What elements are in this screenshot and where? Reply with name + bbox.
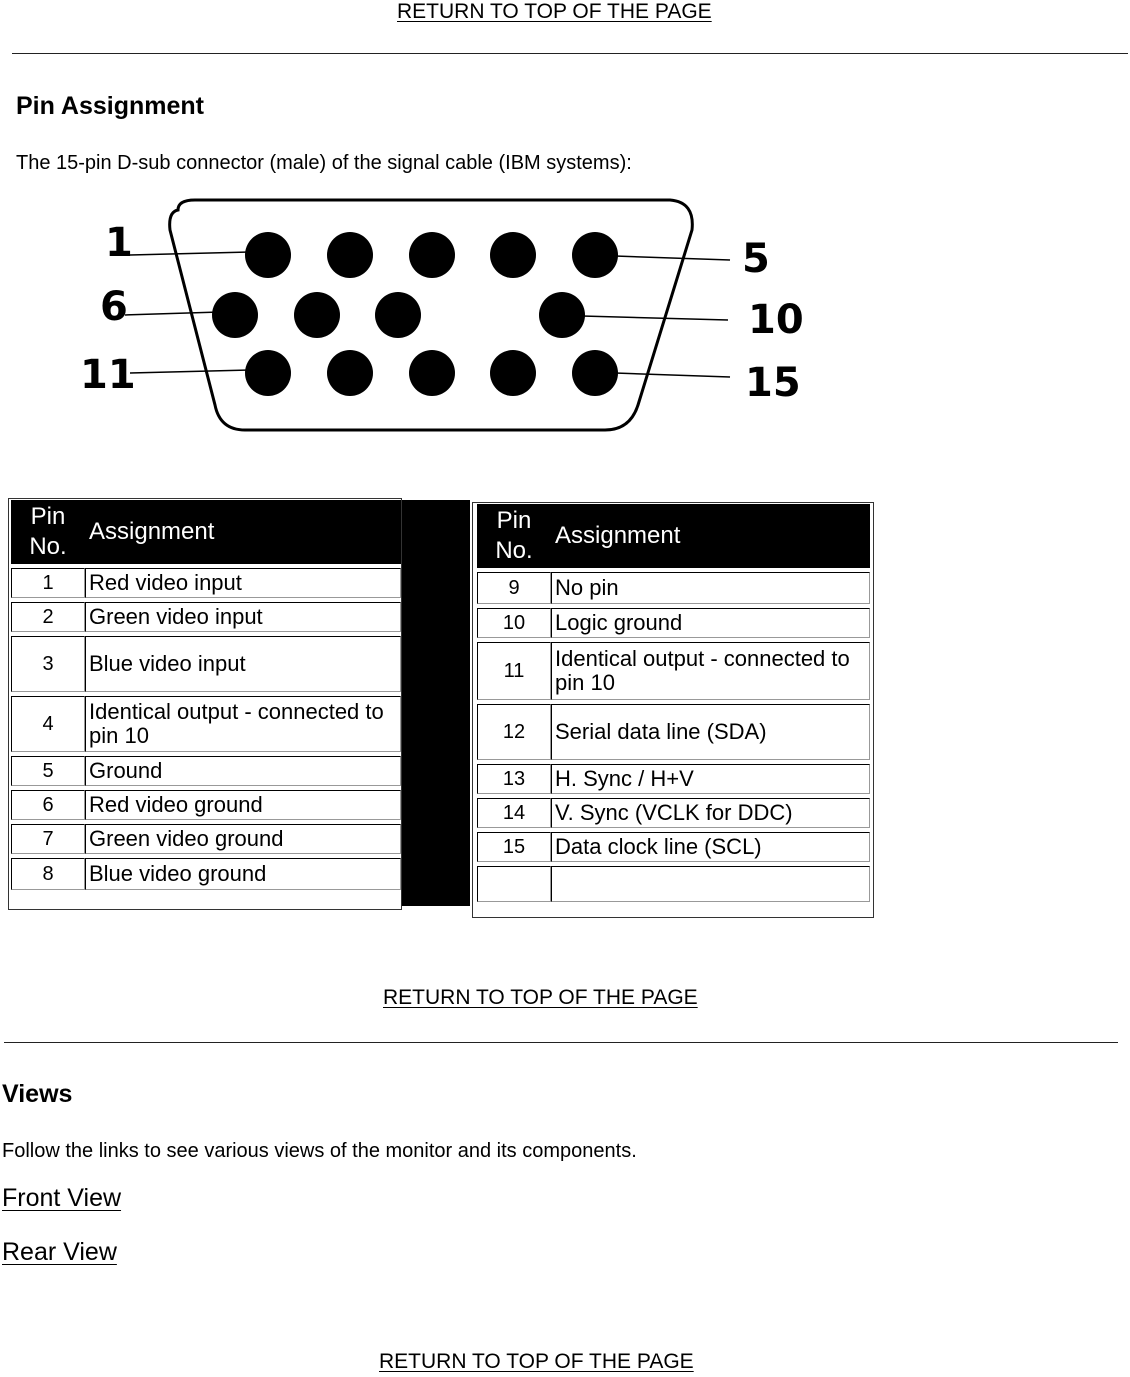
table-row bbox=[11, 636, 401, 692]
pin-assignment-cell: Green video input bbox=[85, 602, 401, 632]
return-to-top-link[interactable]: RETURN TO TOP OF THE PAGE bbox=[379, 1350, 694, 1373]
pin-number-cell: 4 bbox=[11, 696, 85, 752]
return-to-top-link[interactable]: RETURN TO TOP OF THE PAGE bbox=[383, 986, 698, 1009]
leader-line bbox=[130, 252, 250, 255]
pin-assignment-cell: Identical output - connected to pin 10 bbox=[551, 642, 870, 700]
table-row bbox=[477, 572, 870, 604]
connector-pin bbox=[572, 232, 618, 278]
leader-line bbox=[125, 312, 220, 315]
pin-no-header: Pin No. bbox=[477, 504, 551, 568]
assignment-header: Assignment bbox=[85, 500, 401, 564]
leader-line bbox=[615, 373, 730, 377]
pin-number-cell: 11 bbox=[477, 642, 551, 700]
pin-table-right bbox=[477, 504, 870, 902]
connector-pin bbox=[245, 350, 291, 396]
pin-section-description: The 15-pin D-sub connector (male) of the signal cable (IBM systems): bbox=[16, 152, 632, 174]
section-title-pin-assignment: Pin Assignment bbox=[16, 92, 204, 120]
pin-number-cell: 3 bbox=[11, 636, 85, 692]
table-row bbox=[11, 858, 401, 890]
table-row bbox=[477, 832, 870, 862]
table-row bbox=[477, 642, 870, 700]
pin-assignment-cell: H. Sync / H+V bbox=[551, 764, 870, 794]
table-row bbox=[477, 704, 870, 760]
pin-label-10: 10 bbox=[748, 297, 804, 343]
connector-pin bbox=[572, 350, 618, 396]
table-row bbox=[11, 696, 401, 752]
pin-label-11: 11 bbox=[80, 352, 136, 398]
table-row bbox=[11, 756, 401, 786]
table-row bbox=[11, 824, 401, 854]
pin-number-cell: 1 bbox=[11, 568, 85, 598]
pin-number-cell: 10 bbox=[477, 608, 551, 638]
pin-number-cell: 14 bbox=[477, 798, 551, 828]
leader-line bbox=[130, 370, 250, 373]
connector-pin bbox=[490, 232, 536, 278]
dsub-connector-diagram bbox=[70, 190, 830, 450]
leader-line bbox=[615, 256, 730, 260]
table-separator-bar bbox=[402, 500, 470, 906]
pin-number-cell: 2 bbox=[11, 602, 85, 632]
connector-pin bbox=[327, 350, 373, 396]
pin-number-cell: 9 bbox=[477, 572, 551, 604]
connector-pin bbox=[409, 350, 455, 396]
pin-number-cell: 12 bbox=[477, 704, 551, 760]
pin-assignment-cell: Identical output - connected to pin 10 bbox=[85, 696, 401, 752]
pin-assignment-cell: Green video ground bbox=[85, 824, 401, 854]
pin-assignment-cell: Red video input bbox=[85, 568, 401, 598]
divider bbox=[12, 53, 1128, 54]
pin-number-cell: 5 bbox=[11, 756, 85, 786]
table-row bbox=[11, 568, 401, 598]
rear-view-link[interactable]: Rear View bbox=[2, 1238, 117, 1266]
table-row bbox=[477, 866, 870, 902]
connector-pin bbox=[327, 232, 373, 278]
pin-assignment-cell: Logic ground bbox=[551, 608, 870, 638]
connector-pin bbox=[490, 350, 536, 396]
pin-assignment-cell: Blue video ground bbox=[85, 858, 401, 890]
table-row bbox=[11, 790, 401, 820]
connector-pin bbox=[212, 292, 258, 338]
pin-number-cell: 7 bbox=[11, 824, 85, 854]
table-row bbox=[11, 602, 401, 632]
leader-line bbox=[582, 316, 728, 320]
pin-assignment-cell: V. Sync (VCLK for DDC) bbox=[551, 798, 870, 828]
pin-assignment-cell: Blue video input bbox=[85, 636, 401, 692]
pin-assignment-cell: Ground bbox=[85, 756, 401, 786]
pin-assignment-cell: No pin bbox=[551, 572, 870, 604]
pin-table-left bbox=[11, 500, 401, 890]
connector-pin bbox=[245, 232, 291, 278]
connector-pin bbox=[294, 292, 340, 338]
pin-assignment-cell: Red video ground bbox=[85, 790, 401, 820]
pin-label-1: 1 bbox=[105, 220, 133, 266]
pin-label-5: 5 bbox=[742, 236, 770, 282]
connector-pins bbox=[212, 232, 618, 396]
pin-number-cell: 15 bbox=[477, 832, 551, 862]
table-row bbox=[477, 764, 870, 794]
pin-assignment-cell: Data clock line (SCL) bbox=[551, 832, 870, 862]
divider bbox=[4, 1042, 1118, 1043]
pin-no-header: Pin No. bbox=[11, 500, 85, 564]
pin-label-6: 6 bbox=[100, 284, 128, 330]
pin-number-cell: 6 bbox=[11, 790, 85, 820]
pin-number-cell bbox=[477, 866, 551, 902]
pin-number-cell: 8 bbox=[11, 858, 85, 890]
pin-number-cell: 13 bbox=[477, 764, 551, 794]
pin-assignment-cell bbox=[551, 866, 870, 902]
connector-pin bbox=[539, 292, 585, 338]
views-section-description: Follow the links to see various views of the monitor and its components. bbox=[2, 1140, 637, 1162]
connector-pin bbox=[409, 232, 455, 278]
connector-pin bbox=[375, 292, 421, 338]
assignment-header: Assignment bbox=[551, 504, 870, 568]
front-view-link[interactable]: Front View bbox=[2, 1184, 122, 1212]
table-row bbox=[477, 798, 870, 828]
return-to-top-link[interactable]: RETURN TO TOP OF THE PAGE bbox=[397, 0, 712, 23]
pin-assignment-cell: Serial data line (SDA) bbox=[551, 704, 870, 760]
table-row bbox=[477, 608, 870, 638]
pin-label-15: 15 bbox=[745, 360, 801, 406]
section-title-views: Views bbox=[2, 1080, 73, 1108]
